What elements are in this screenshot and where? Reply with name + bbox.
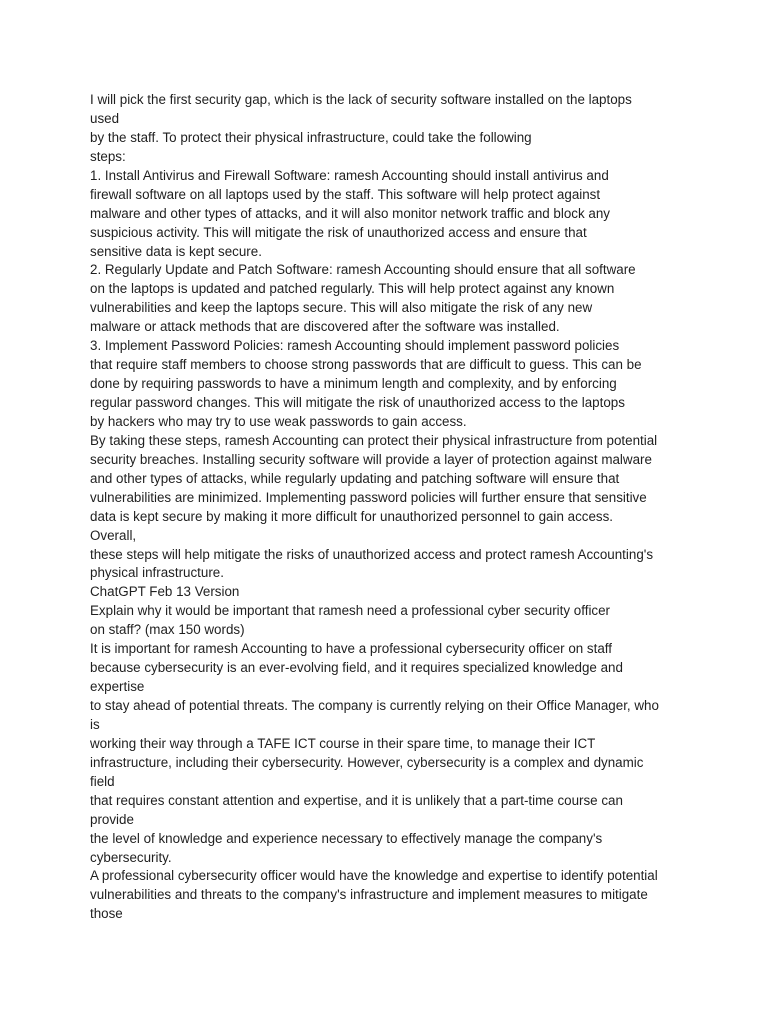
text-line: the level of knowledge and experience necessary to effectively manage the company's [90,830,603,846]
text-line: these steps will help mitigate the risks of unauthorized access and protect ramesh Accounting's [90,546,654,562]
text-line: to stay ahead of potential threats. The company is currently relying on their Office Manager, who [90,698,659,713]
text-line: and other types of attacks, while regularly updating and patching software will ensure that [90,470,620,486]
text-line: because cybersecurity is an ever-evolving field, and it requires specialized knowledge and [90,660,623,676]
text-line: on staff? (max 150 words) [90,622,245,638]
text-line: I will pick the first security gap, which is the lack of security software installed on the laptops [90,92,632,107]
text-line: 2. Regularly Update and Patch Software: ramesh Accounting should ensure that all software [90,262,636,278]
text-line: A professional cybersecurity officer would have the knowledge and expertise to identify potential [90,868,658,884]
text-line: that requires constant attention and expertise, and it is unlikely that a part-time course can [90,792,623,808]
text-line: regular password changes. This will mitigate the risk of unauthorized access to the laptops [90,395,625,410]
text-line: expertise [90,679,145,695]
text-line: 1. Install Antivirus and Firewall Software: ramesh Accounting should install antivirus and [90,167,609,183]
text-line: cybersecurity. [90,849,172,865]
text-line: done by requiring passwords to have a minimum length and complexity, and by enforcing [90,376,617,392]
text-line: used [90,110,120,126]
text-line: infrastructure, including their cybersecurity. However, cybersecurity is a complex and dynamic [90,754,644,770]
text-line: physical infrastructure. [90,565,224,581]
text-line: sensitive data is kept secure. [90,243,262,259]
text-line: by hackers who may try to use weak passwords to gain access. [90,413,467,429]
document-body [90,91,690,924]
text-line: is [90,716,100,732]
text-line: working their way through a TAFE ICT course in their spare time, to manage their ICT [90,735,596,751]
text-line: It is important for ramesh Accounting to have a professional cybersecurity officer on staff [90,641,612,657]
text-line: suspicious activity. This will mitigate the risk of unauthorized access and ensure that [90,224,587,240]
text-line: Explain why it would be important that ramesh need a professional cyber security officer [90,603,611,619]
text-line: By taking these steps, ramesh Accounting can protect their physical infrastructure from potential [90,432,658,448]
text-line: that require staff members to choose strong passwords that are difficult to guess. This can be [90,357,642,373]
text-line: on the laptops is updated and patched regularly. This will help protect against any known [90,281,615,297]
text-line: by the staff. To protect their physical infrastructure, could take the following [90,129,532,145]
text-line: vulnerabilities and keep the laptops secure. This will also mitigate the risk of any new [90,300,593,316]
text-line: vulnerabilities are minimized. Implementing password policies will further ensure that sensitive [90,489,647,505]
text-line: provide [90,811,134,827]
text-line: Overall, [90,527,137,543]
text-line: ChatGPT Feb 13 Version [90,584,240,600]
text-line: 3. Implement Password Policies: ramesh Accounting should implement password policies [90,338,620,354]
text-line: malware or attack methods that are discovered after the software was installed. [90,319,560,335]
text-line: vulnerabilities and threats to the company's infrastructure and implement measures to mitigate [90,887,648,903]
text-line: firewall software on all laptops used by the staff. This software will help protect against [90,186,601,202]
text-line: field [90,773,115,789]
text-line: steps: [90,148,126,164]
text-line: data is kept secure by making it more difficult for unauthorized personnel to gain access. [90,508,614,524]
text-line: those [90,906,123,922]
text-line: security breaches. Installing security software will provide a layer of protection against malware [90,451,652,467]
text-line: malware and other types of attacks, and it will also monitor network traffic and block any [90,205,611,221]
